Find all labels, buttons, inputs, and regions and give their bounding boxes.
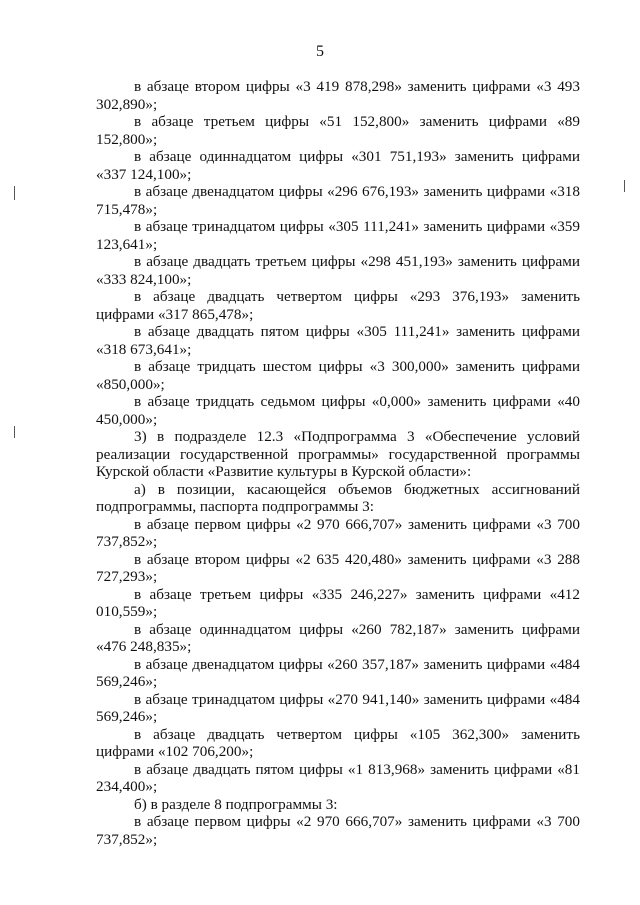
paragraph: в абзаце двадцать пятом цифры «305 111,241» заменить цифрами «318 673,641»; [96, 323, 580, 358]
section-paragraph: 3) в подразделе 12.3 «Подпрограмма 3 «Обеспечение условий реализации государственной программы» государственной программы Курской области «Развитие культуры в Курской области»: [96, 428, 580, 480]
paragraph: в абзаце двадцать третьем цифры «298 451,193» заменить цифрами «333 824,100»; [96, 253, 580, 288]
paragraph: в абзаце первом цифры «2 970 666,707» заменить цифрами «3 700 737,852»; [96, 515, 580, 550]
right-margin-mark [624, 180, 625, 192]
paragraph: в абзаце первом цифры «2 970 666,707» заменить цифрами «3 700 737,852»; [96, 813, 580, 848]
left-margin-mark [14, 186, 15, 200]
paragraph: в абзаце втором цифры «2 635 420,480» заменить цифрами «3 288 727,293»; [96, 550, 580, 585]
paragraph: в абзаце тридцать седьмом цифры «0,000» заменить цифрами «40 450,000»; [96, 393, 580, 428]
paragraph: в абзаце тридцать шестом цифры «3 300,000» заменить цифрами «850,000»; [96, 358, 580, 393]
paragraph: в абзаце двадцать пятом цифры «1 813,968» заменить цифрами «81 234,400»; [96, 760, 580, 795]
section-paragraph: а) в позиции, касающейся объемов бюджетных ассигнований подпрограммы, паспорта подпрограммы 3: [96, 480, 580, 515]
paragraph: в абзаце тринадцатом цифры «305 111,241» заменить цифрами «359 123,641»; [96, 218, 580, 253]
left-margin-mark [14, 426, 15, 438]
paragraph: в абзаце двенадцатом цифры «296 676,193» заменить цифрами «318 715,478»; [96, 183, 580, 218]
paragraph: в абзаце двенадцатом цифры «260 357,187» заменить цифрами «484 569,246»; [96, 655, 580, 690]
section-paragraph: б) в разделе 8 подпрограммы 3: [134, 795, 338, 813]
paragraph: в абзаце третьем цифры «51 152,800» заменить цифрами «89 152,800»; [96, 113, 580, 148]
paragraph: в абзаце одиннадцатом цифры «260 782,187» заменить цифрами «476 248,835»; [96, 620, 580, 655]
page-number: 5 [316, 43, 324, 60]
paragraph: в абзаце двадцать четвертом цифры «293 376,193» заменить цифрами «317 865,478»; [96, 288, 580, 323]
paragraph: в абзаце тринадцатом цифры «270 941,140» заменить цифрами «484 569,246»; [96, 690, 580, 725]
document-body [96, 78, 580, 848]
paragraph: в абзаце двадцать четвертом цифры «105 362,300» заменить цифрами «102 706,200»; [96, 725, 580, 760]
paragraph: в абзаце третьем цифры «335 246,227» заменить цифрами «412 010,559»; [96, 585, 580, 620]
paragraph: в абзаце одиннадцатом цифры «301 751,193» заменить цифрами «337 124,100»; [96, 148, 580, 183]
paragraph: в абзаце втором цифры «3 419 878,298» заменить цифрами «3 493 302,890»; [96, 78, 580, 113]
